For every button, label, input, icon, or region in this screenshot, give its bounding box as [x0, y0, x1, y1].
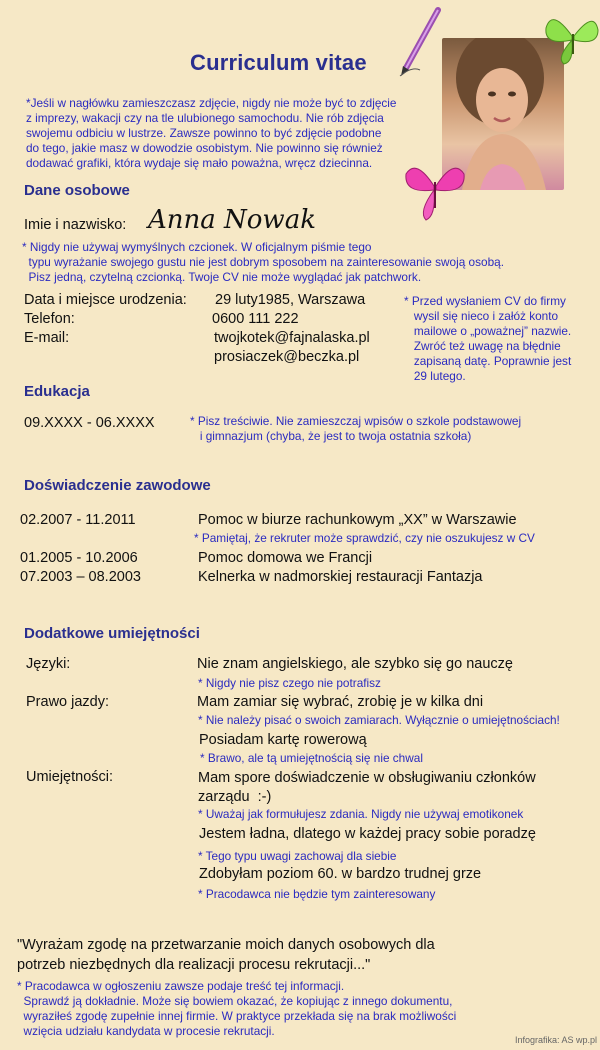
experience-desc-3: Kelnerka w nadmorskiej restauracji Fantazja [198, 569, 483, 585]
name-label: Imie i nazwisko: [24, 217, 127, 233]
phone-value: 0600 111 222 [212, 311, 299, 327]
experience-dates-3: 07.2003 – 08.2003 [20, 569, 141, 585]
experience-desc-2: Pomoc domowa we Francji [198, 550, 373, 566]
section-heading-education: Edukacja [24, 383, 90, 400]
email-value-1: twojkotek@fajnalaska.pl [214, 330, 370, 346]
name-value: Anna Nowak [148, 205, 316, 235]
green-butterfly-icon [542, 6, 600, 68]
email-value-2: prosiaczek@beczka.pl [214, 349, 360, 365]
pretty-value: Jestem ładna, dlatego w każdej pracy sobie poradzę [199, 826, 536, 842]
experience-dates-1: 02.2007 - 11.2011 [20, 512, 136, 528]
email-note: * Przed wysłaniem CV do firmy wysil się nieco i załóż konto mailowe o „poważnej” nazwie. Zwróć też uwagę na błędnie zapisaną datę. Poprawnie jest 29 lutego. [404, 294, 572, 383]
bike-value: Posiadam kartę rowerową [199, 732, 367, 748]
pen-icon [398, 6, 444, 78]
abilities-value: Mam spore doświadczenie w obsługiwaniu członków zarządu :-) [198, 770, 536, 805]
consent-note: * Pracodawca w ogłoszeniu zawsze podaje treść tej informacji. Sprawdź ją dokładnie. Może się bowiem okazać, że kopiując z innego dokumentu, wyraziłeś zgodę zupełnie innej firmie. W praktyce przekłada się na brak możliwości wzięcia udziału kandydata w procesie rekrutacji. [17, 979, 457, 1038]
email-label: E-mail: [24, 330, 70, 346]
section-heading-personal: Dane osobowe [24, 182, 130, 199]
education-note: * Pisz treściwie. Nie zamieszczaj wpisów o szkole podstawowej i gimnazjum (chyba, że jest to twoja ostatnia szkoła) [190, 414, 522, 443]
birth-value: 29 luty1985, Warszawa [215, 292, 366, 308]
abilities-note: * Uważaj jak formułujesz zdania. Nigdy nie używaj emotikonek [198, 807, 524, 821]
experience-desc-1: Pomoc w biurze rachunkowym „XX” w Warszawie [198, 512, 517, 528]
bike-note: * Brawo, ale tą umiejętnością się nie chwal [200, 751, 423, 765]
phone-label: Telefon: [24, 311, 75, 327]
game-value: Zdobyłam poziom 60. w bardzo trudnej grze [199, 866, 482, 882]
game-note: * Pracodawca nie będzie tym zainteresowany [198, 887, 436, 901]
pretty-note: * Tego typu uwagi zachowaj dla siebie [198, 849, 397, 863]
consent-text: "Wyrażam zgodę na przetwarzanie moich danych osobowych dla potrzeb niezbędnych dla realizacji procesu rekrutacji..." [17, 937, 435, 973]
languages-value: Nie znam angielskiego, ale szybko się go nauczę [197, 656, 513, 672]
birth-label: Data i miejsce urodzenia: [24, 292, 187, 308]
driving-note: * Nie należy pisać o swoich zamiarach. Wyłącznie o umiejętnościach! [198, 713, 560, 727]
experience-dates-2: 01.2005 - 10.2006 [20, 550, 138, 566]
languages-label: Języki: [26, 656, 71, 672]
page-title: Curriculum vitae [190, 50, 367, 75]
section-heading-skills: Dodatkowe umiejętności [24, 625, 200, 642]
experience-note: * Pamiętaj, że rekruter może sprawdzić, czy nie oszukujesz w CV [194, 531, 535, 545]
abilities-label: Umiejętności: [26, 769, 114, 785]
driving-label: Prawo jazdy: [26, 694, 110, 710]
languages-note: * Nigdy nie pisz czego nie potrafisz [198, 676, 381, 690]
education-dates: 09.XXXX - 06.XXXX [24, 415, 155, 431]
driving-value: Mam zamiar się wybrać, zrobię je w kilka dni [197, 694, 484, 710]
pink-butterfly-icon [402, 158, 468, 222]
photo-note: *Jeśli w nagłówku zamieszczasz zdjęcie, nigdy nie może być to zdjęcie z imprezy, wakacji czy na tle ulubionego samochodu. Nie rób zdjęcia swojemu odbiciu w lustrze. Zawsze powinno to być zdjęcie podobne do tego, jakie masz w dowodzie osobistym. Nie powinno się również dodawać grafiki, która wydaje się mało poważna, wręcz dziecinna. [26, 96, 397, 170]
font-note: * Nigdy nie używaj wymyślnych czcionek. W oficjalnym piśmie tego typu wyrażanie swojego gustu nie jest dobrym sposobem na zainteresowanie swoją osobą. Pisz jedną, czytelną czcionką. Twoje CV nie może wyglądać jak patchwork. [22, 240, 504, 284]
section-heading-experience: Doświadczenie zawodowe [24, 477, 211, 494]
credit-text: Infografika: AS wp.pl [515, 1035, 598, 1045]
